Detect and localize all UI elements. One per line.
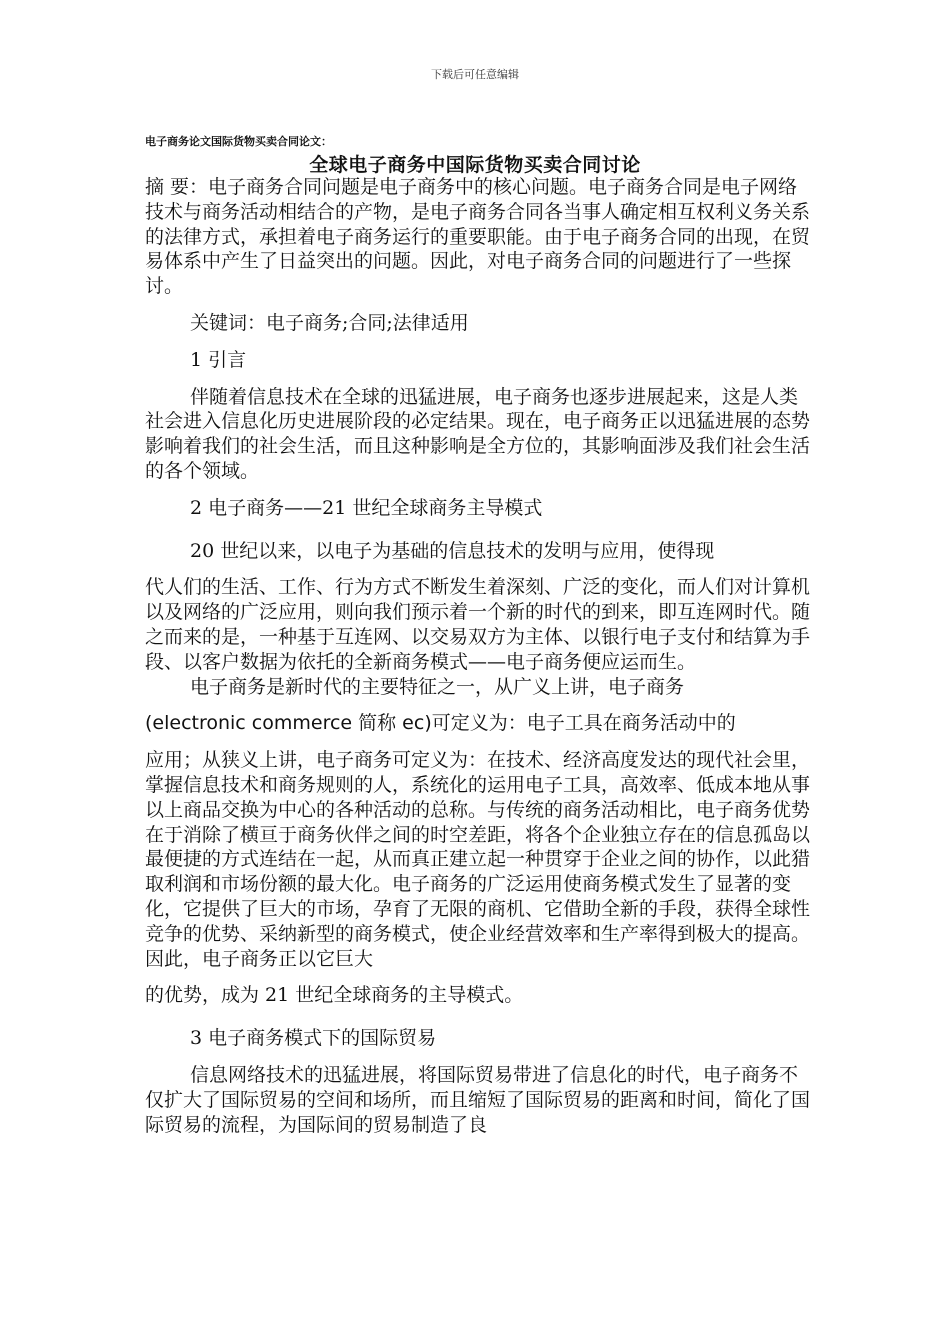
section-2-paragraph-2-second-line: (electronic commerce 简称 ec)可定义为：电子工具在商务活动中的	[145, 712, 736, 735]
section-2-paragraph-2-last-line: 的优势，成为 21 世纪全球商务的主导模式。	[145, 984, 524, 1007]
paper-title: 全球电子商务中国际货物买卖合同讨论	[309, 154, 641, 176]
section-2-paragraph-1-first-line: 20 世纪以来，以电子为基础的信息技术的发明与应用，使得现	[190, 539, 715, 562]
section-1-heading: 1 引言	[190, 348, 247, 371]
page-header-note: 下载后可任意编辑	[431, 68, 519, 81]
document-body	[145, 175, 810, 1137]
section-3-heading: 3 电子商务模式下的国际贸易	[190, 1027, 437, 1050]
section-2-paragraph-1-body: 代人们的生活、工作、行为方式不断发生着深刻、广泛的变化，而人们对计算机以及网络的广泛应用，则向我们预示着一个新的时代的到来，即互连网时代。随之而来的是，一种基于互连网、以交易双方为主体、以银行电子支付和结算为手段、以客户数据为依托的全新商务模式——电子商务便应运而生。	[145, 576, 811, 673]
section-3-paragraph: 信息网络技术的迅猛进展，将国际贸易带进了信息化的时代，电子商务不仅扩大了国际贸易的空间和场所，而且缩短了国际贸易的距离和时间，简化了国际贸易的流程，为国际间的贸易制造了良	[145, 1063, 811, 1136]
paper-category-label: 电子商务论文国际货物买卖合同论文：	[145, 135, 332, 148]
section-2-paragraph-2-body: 应用；从狭义上讲，电子商务可定义为：在技术、经济高度发达的现代社会里，掌握信息技术和商务规则的人，系统化的运用电子工具，高效率、低成本地从事以上商品交换为中心的各种活动的总称。与传统的商务活动相比，电子商务优势在于消除了横亘于商务伙伴之间的时空差距，将各个企业独立存在的信息孤岛以最便捷的方式连结在一起，从而真正建立起一种贯穿于企业之间的协作，以此猎取利润和市场份额的最大化。电子商务的广泛运用使商务模式发生了显著的变化，它提供了巨大的市场，孕育了无限的商机、它借助全新的手段，获得全球性竞争的优势、采纳新型的商务模式，使企业经营效率和生产率得到极大的提高。因此，电子商务正以它巨大	[145, 749, 811, 970]
abstract-paragraph: 摘 要：电子商务合同问题是电子商务中的核心问题。电子商务合同是电子网络技术与商务活动相结合的产物，是电子商务合同各当事人确定相互权利义务关系的法律方式，承担着电子商务运行的重要职能。由于电子商务合同的出现，在贸易体系中产生了日益突出的问题。因此，对电子商务合同的问题进行了一些探讨。	[145, 176, 811, 298]
section-1-paragraph: 伴随着信息技术在全球的迅猛进展，电子商务也逐步进展起来，这是人类社会进入信息化历史进展阶段的必定结果。现在，电子商务正以迅猛进展的态势影响着我们的社会生活，而且这种影响是全方位的，其影响面涉及我们社会生活的各个领域。	[145, 385, 811, 482]
keywords-line: 关键词：电子商务;合同;法律适用	[190, 311, 469, 334]
section-2-heading: 2 电子商务——21 世纪全球商务主导模式	[190, 496, 543, 519]
section-2-paragraph-2-first-line: 电子商务是新时代的主要特征之一，从广义上讲，电子商务	[190, 675, 685, 698]
